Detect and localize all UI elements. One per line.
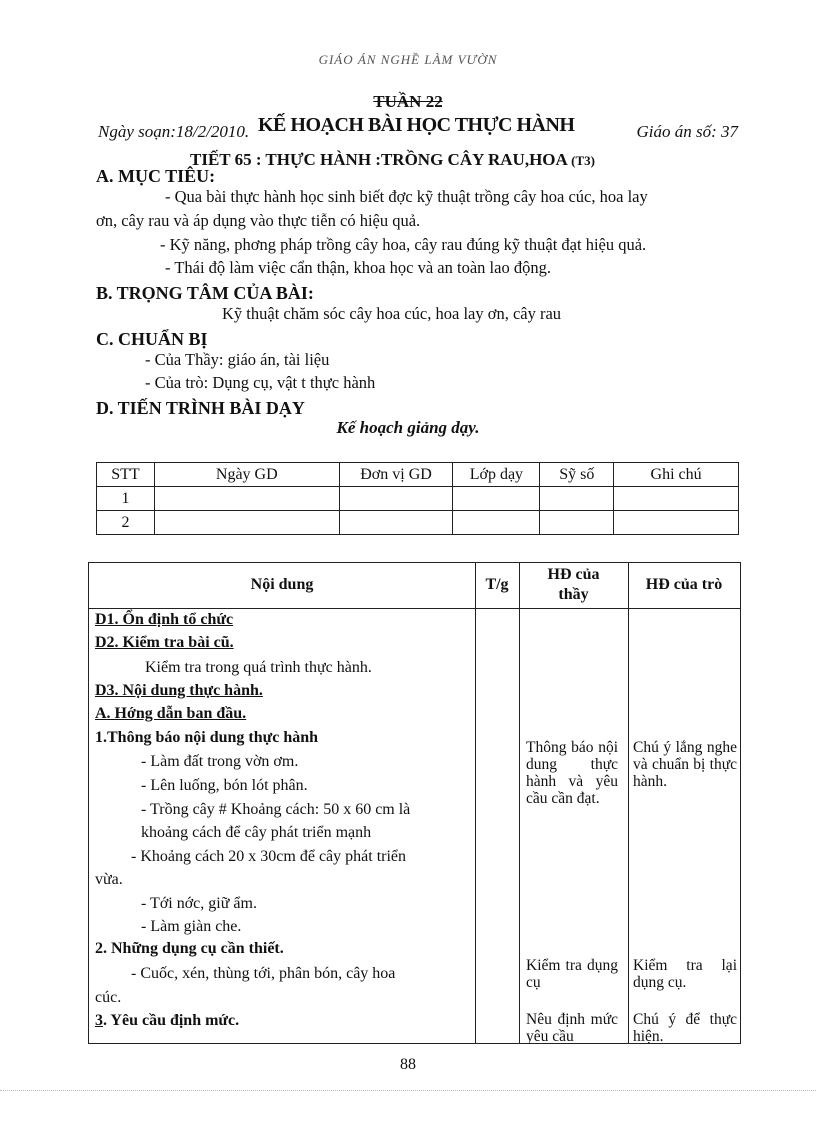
header-divider [89,608,740,609]
section-3-number: 3 [95,1012,103,1029]
section-c-heading: C. CHUẨN BỊ [96,329,208,349]
schedule-header-row [97,463,739,487]
column-divider [475,563,476,1043]
schedule-header-unit: Đơn vị GD [339,463,453,487]
step-d1: D1. Ổn định tổ chức [95,611,234,628]
teacher-activity: Kiểm tra dụng cụ [526,957,618,991]
section-1-item: khoảng cách để cây phát triển mạnh [141,824,372,841]
document-title: KẾ HOẠCH BÀI HỌC THỰC HÀNH [258,114,575,136]
step-d3: D3. Nội dung thực hành. [95,682,263,699]
running-header: GIÁO ÁN NGHỀ LÀM VƯỜN [318,52,498,67]
section-a-line-3: - Thái độ làm việc cẩn thận, khoa học và an toàn lao động. [165,258,551,277]
plan-title: Kế hoạch giảng dạy. [336,418,480,437]
section-1-item: - Lên luống, bón lót phân. [141,777,308,794]
column-divider [628,563,629,1043]
section-a-line-1a: - Qua bài thực hành học sinh biết đợc kỹ thuật trồng cây hoa cúc, hoa lay [165,187,648,206]
header-student: HĐ của trò [645,576,723,593]
student-activity: Chú ý lắng nghe và chuẩn bị thực hành. [633,739,737,790]
schedule-cell [614,487,739,511]
step-a: A. Hớng dẫn ban đầu. [95,705,247,722]
section-1-heading: 1.Thông báo nội dung thực hành [95,729,319,746]
section-a-line-2: - Kỹ năng, phơng pháp trồng cây hoa, cây rau đúng kỹ thuật đạt hiệu quả. [160,235,647,254]
schedule-cell [154,487,339,511]
page-number: 88 [400,1056,416,1073]
week-label: TUẦN 22 [373,92,443,111]
section-1-item: vừa. [95,871,123,888]
step-d2-text: Kiểm tra trong quá trình thực hành. [145,659,372,676]
lesson-suffix: (T3) [571,153,595,168]
schedule-header-count: Sỹ số [540,463,614,487]
schedule-cell [453,487,540,511]
teacher-activity: Thông báo nội dung thực hành và yêu cầu cần đạt. [526,739,618,807]
teacher-activity: Nêu định mức yêu cầu [526,1011,618,1043]
schedule-header-stt: STT [97,463,155,487]
schedule-header-class: Lớp dạy [453,463,540,487]
section-1-item: - Tới nớc, giữ ẩm. [141,895,257,912]
schedule-header-date: Ngày GD [154,463,339,487]
lesson-content-table [88,562,741,1044]
step-d2: D2. Kiểm tra bài cũ. [95,634,234,651]
prep-date: Ngày soạn:18/2/2010. [98,122,250,141]
schedule-header-notes: Ghi chú [614,463,739,487]
section-3-heading [95,1012,239,1030]
section-d-heading: D. TIẾN TRÌNH BÀI DẠY [96,398,305,418]
schedule-cell [154,511,339,535]
schedule-row-number: 1 [97,487,155,511]
header-teacher [519,565,628,605]
schedule-cell [453,511,540,535]
section-a-heading: A. MỤC TIÊU: [96,166,216,186]
header-content: Nội dung [250,576,314,593]
section-c-student: - Của trò: Dụng cụ, vật t thực hành [145,373,376,392]
section-b-text: Kỹ thuật chăm sóc cây hoa cúc, hoa lay ơn, cây rau [222,304,562,323]
schedule-row-number: 2 [97,511,155,535]
lesson-title-text: TIẾT 65 : THỰC HÀNH :TRỒNG CÂY RAU,HOA [190,150,567,169]
schedule-cell [614,511,739,535]
section-1-item: - Trồng cây # Khoảng cách: 50 x 60 cm là [141,801,411,818]
bottom-rule [0,1090,816,1091]
section-2-heading: 2. Những dụng cụ cần thiết. [95,940,284,957]
lesson-title [190,150,595,170]
header-time: T/g [485,576,509,593]
section-1-item: - Làm giàn che. [141,918,242,935]
schedule-cell [339,487,453,511]
schedule-cell [540,511,614,535]
section-1-item: - Khoảng cách 20 x 30cm để cây phát triển [131,848,407,865]
column-divider [519,563,520,1043]
schedule-table [96,462,739,535]
student-activity: Kiểm tra lại dụng cụ. [633,957,737,991]
section-3-title: . Yêu cầu định mức. [103,1012,240,1029]
title-row [98,114,738,140]
section-b-heading: B. TRỌNG TÂM CỦA BÀI: [96,283,314,303]
section-a-line-1b: ơn, cây rau và áp dụng vào thực tiễn có hiệu quả. [96,211,421,230]
section-c-teacher: - Của Thầy: giáo án, tài liệu [145,350,330,369]
schedule-cell [540,487,614,511]
schedule-row [97,511,739,535]
section-2-item: cúc. [95,989,122,1006]
section-2-item: - Cuốc, xén, thùng tới, phân bón, cây hoa [131,965,396,982]
student-activity: Chú ý để thực hiện. [633,1011,737,1043]
plan-number: Giáo án số: 37 [636,122,738,141]
section-1-item: - Làm đất trong vờn ơm. [141,753,299,770]
schedule-row [97,487,739,511]
schedule-cell [339,511,453,535]
header-teacher-line-1: HĐ của [547,566,600,583]
header-teacher-line-2: thầy [558,586,589,603]
